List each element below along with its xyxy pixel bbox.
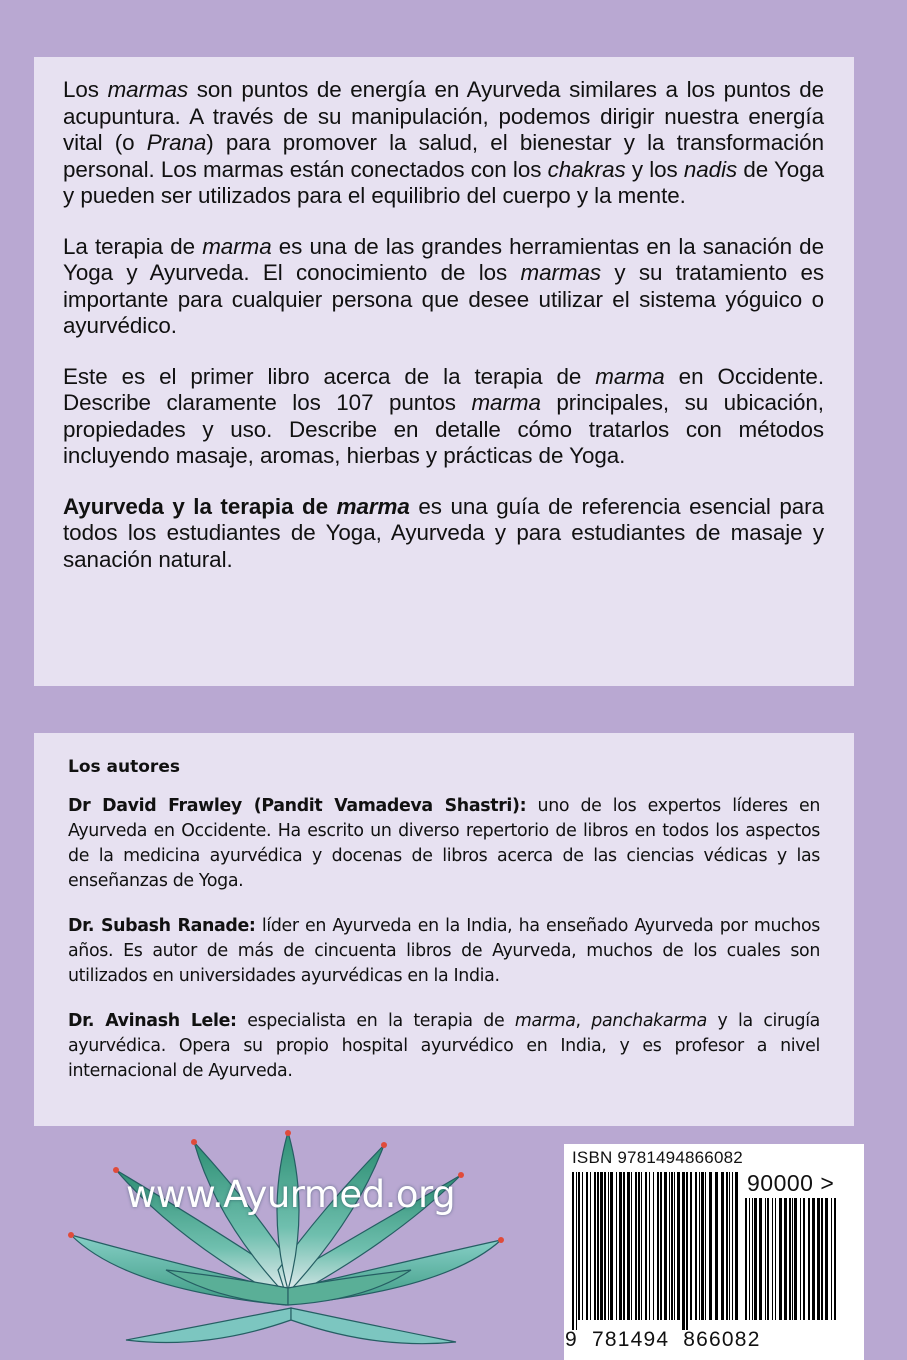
text-run-italic: marma xyxy=(595,363,665,389)
barcode-bar xyxy=(721,1172,724,1320)
lotus-flower-illustration xyxy=(66,1130,506,1355)
text-run: La terapia de xyxy=(63,233,203,259)
barcode-bar xyxy=(701,1172,704,1320)
author-bio-text: líder en Ayurveda en la India, ha enseñado Ayurveda por muchos años. Es autor de más de cincuenta libros de Ayurveda, muchos de los cuales son utilizados en universidades ayurvédicas en la India. xyxy=(68,916,820,986)
barcode-bar xyxy=(831,1198,832,1320)
barcode-bar xyxy=(808,1198,810,1320)
text-run: en Occidente. Describe claramente los 107 puntos xyxy=(63,363,824,415)
barcode-bar xyxy=(794,1198,797,1320)
barcode-bar xyxy=(635,1172,637,1320)
barcode-bar xyxy=(772,1198,773,1320)
text-run: son puntos de energía en Ayurveda similares a los puntos de acupuntura. A través de su manipulación, podemos dirigir nuestra energía vital (o xyxy=(63,77,825,155)
author-name: Dr David Frawley (Pandit Vamadeva Shastri): xyxy=(68,796,527,816)
barcode-bar xyxy=(604,1172,606,1320)
barcode-bar xyxy=(749,1198,750,1320)
barcode-bar xyxy=(732,1172,733,1320)
author-bio-frawley xyxy=(68,794,820,894)
author-bio-text: especialista en la terapia de xyxy=(236,1011,515,1031)
text-run-italic: Prana xyxy=(146,130,207,155)
barcode-bar xyxy=(709,1172,712,1320)
barcode-bar xyxy=(664,1172,667,1320)
isbn-label: ISBN 9781494866082 xyxy=(572,1148,743,1167)
barcode-bar xyxy=(649,1172,650,1320)
barcode-bar xyxy=(715,1172,718,1320)
barcode-bar xyxy=(825,1198,828,1320)
barcode-bar xyxy=(705,1172,706,1320)
barcode-bar xyxy=(800,1198,801,1320)
barcode-bar xyxy=(671,1172,673,1320)
barcode-bar xyxy=(735,1172,738,1320)
author-name: Dr. Avinash Lele: xyxy=(68,1011,237,1031)
barcode-bar xyxy=(657,1172,659,1320)
barcode-bars-icon xyxy=(572,1172,744,1330)
barcode-bar xyxy=(594,1172,596,1320)
barcode-bar xyxy=(669,1172,670,1320)
barcode-bar xyxy=(586,1172,588,1320)
barcode-bar xyxy=(619,1172,622,1320)
barcode-bar xyxy=(608,1172,609,1320)
barcode-bar xyxy=(572,1172,574,1330)
barcode-bar xyxy=(792,1198,793,1320)
text-run-italic: marmas xyxy=(520,260,602,285)
website-url[interactable]: www.Ayurmed.org xyxy=(126,1173,456,1216)
barcode-bar xyxy=(645,1172,647,1320)
barcode-bar xyxy=(582,1172,583,1320)
author-bio-text: uno de los expertos líderes en Ayurveda en Occidente. Ha escrito un diverso repertorio de libros en todos los aspectos de la medicina ayurvédica y docenas de libros acerca de las ciencias védicas y las enseñanzas de Yoga. xyxy=(68,796,820,891)
barcode-bar xyxy=(754,1198,757,1320)
barcode-bar xyxy=(590,1172,591,1320)
barcode-bar xyxy=(817,1198,820,1320)
description-paragraph-2 xyxy=(63,234,824,340)
text-run: y los xyxy=(625,156,684,182)
barcode-bar xyxy=(784,1198,787,1320)
authors-heading: Los autores xyxy=(68,757,180,777)
barcode-bar xyxy=(641,1172,642,1320)
barcode-bar xyxy=(677,1172,680,1320)
barcode-bar xyxy=(627,1172,630,1320)
barcode-bar xyxy=(682,1172,685,1330)
barcode-bar xyxy=(765,1198,766,1320)
barcode-bar xyxy=(726,1172,728,1320)
barcode-bar xyxy=(767,1198,769,1320)
barcode-bar xyxy=(600,1172,603,1320)
author-bio-italic: marma xyxy=(514,1011,576,1031)
barcode-addon-bars-icon xyxy=(745,1198,840,1330)
book-title-italic: marma xyxy=(336,493,410,519)
barcode-bar xyxy=(623,1172,625,1320)
isbn-barcode xyxy=(564,1144,864,1360)
authors-panel xyxy=(34,733,854,1126)
barcode-bar xyxy=(699,1172,700,1320)
text-run: es una guía de referencia esencial para todos los estudiantes de Yoga, Ayurveda y para estudiantes de masaje y sanación natural. xyxy=(63,493,824,572)
text-run-italic: nadis xyxy=(683,156,738,182)
barcode-bar xyxy=(690,1172,692,1320)
author-name: Dr. Subash Ranade: xyxy=(68,916,256,936)
text-run-italic: chakras xyxy=(547,156,626,182)
text-run: de Yoga y pueden ser utilizados para el equilibrio del cuerpo y la mente. xyxy=(63,156,824,208)
barcode-bar xyxy=(638,1172,640,1320)
barcode-bar xyxy=(729,1172,730,1320)
barcode-bar xyxy=(616,1172,617,1320)
author-bio-lele xyxy=(68,1009,820,1084)
text-run: ) para promover la salud, el bienestar y la transformación personal. Los marmas están conectados con los xyxy=(63,130,824,182)
barcode-digits: 9 781494 866082 xyxy=(565,1328,761,1351)
barcode-bar xyxy=(660,1172,662,1320)
author-bio-italic: panchakarma xyxy=(591,1011,707,1031)
barcode-bar xyxy=(631,1172,632,1320)
barcode-bar xyxy=(812,1198,815,1320)
barcode-bar xyxy=(779,1198,782,1320)
barcode-bar xyxy=(745,1198,747,1320)
text-run-italic: marmas xyxy=(107,77,189,102)
barcode-bar xyxy=(821,1198,823,1320)
barcode-bar xyxy=(759,1198,762,1320)
barcode-bar xyxy=(674,1172,675,1320)
text-run: Este es el primer libro acerca de la terapia de xyxy=(63,363,596,389)
barcode-bar xyxy=(576,1172,577,1330)
description-paragraph-3 xyxy=(63,364,824,470)
barcode-bar xyxy=(789,1198,791,1320)
barcode-bar xyxy=(653,1172,654,1320)
description-panel xyxy=(34,57,854,686)
barcode-bar xyxy=(597,1172,599,1320)
text-run-italic: marma xyxy=(471,390,541,415)
barcode-bar xyxy=(834,1198,836,1320)
price-code: 90000 > xyxy=(747,1170,835,1196)
text-run: Los xyxy=(63,77,108,102)
barcode-bar xyxy=(610,1172,613,1320)
author-bio-ranade xyxy=(68,914,820,989)
barcode-bar xyxy=(752,1198,753,1320)
barcode-bar xyxy=(695,1172,697,1320)
text-run-italic: marma xyxy=(202,233,272,259)
barcode-bar xyxy=(803,1198,805,1320)
description-paragraph-4 xyxy=(63,494,824,574)
text-run: es una de las grandes herramientas en la sanación de Yoga y Ayurveda. El conocimiento de los xyxy=(63,233,824,285)
barcode-bar xyxy=(686,1172,688,1330)
author-bio-text: , xyxy=(575,1011,592,1031)
author-bio-text: y la cirugía ayurvédica. Opera su propio hospital ayurvédico en India, y es profesor a nivel internacional de Ayurveda. xyxy=(68,1011,820,1081)
description-paragraph-1 xyxy=(63,77,824,210)
text-run: principales, su ubicación, propiedades y uso. Describe en detalle cómo tratarlos con métodos incluyendo masaje, aromas, hierbas y prácticas de Yoga. xyxy=(63,390,824,468)
book-title-bold: Ayurveda y la terapia de xyxy=(63,493,337,519)
barcode-bar xyxy=(775,1198,776,1320)
barcode-bar xyxy=(578,1172,580,1320)
text-run: y su tratamiento es importante para cualquier persona que desee utilizar el sistema yóguico o ayurvédico. xyxy=(63,260,825,338)
